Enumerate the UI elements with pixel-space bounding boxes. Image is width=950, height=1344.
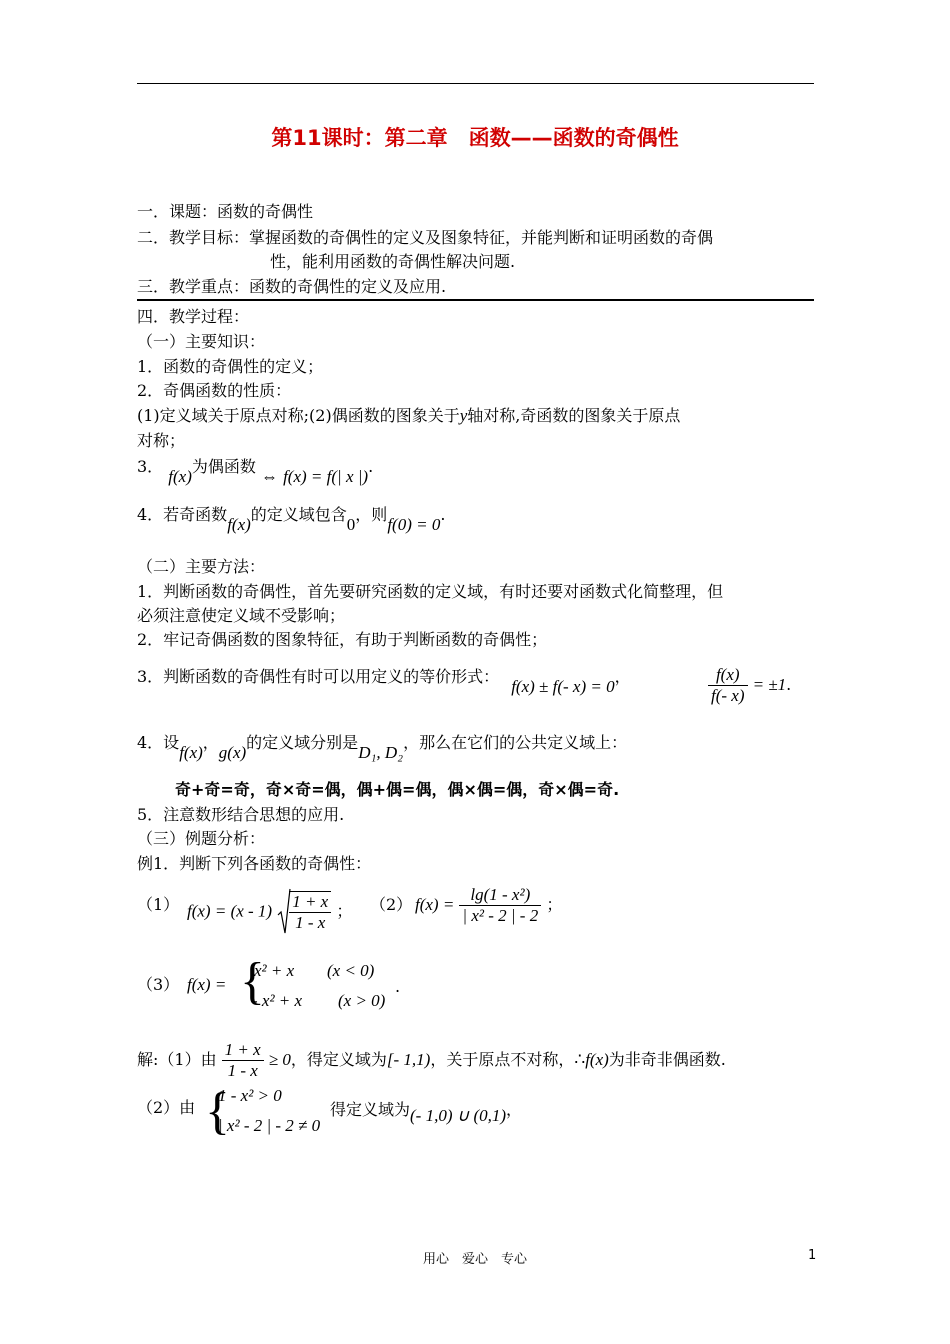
problem-1-fraction xyxy=(289,891,331,933)
footer-text: 用心 爱心 专心 xyxy=(422,1252,527,1267)
method-3 xyxy=(137,665,631,696)
method-1-line2: 必须注意使定义域不受影响； xyxy=(137,606,346,625)
item-number: 3． xyxy=(137,457,164,476)
section-process: 四．教学过程： xyxy=(137,307,250,326)
formula-even-def: f(x) = f(| x |) xyxy=(283,467,369,486)
solution-2-domain: (- 1,0) ∪ (0,1) xyxy=(410,1106,507,1125)
comma: ， xyxy=(202,733,219,752)
solution-2-text xyxy=(330,1098,523,1125)
comma: ， xyxy=(614,667,631,686)
formula-gx: g(x) xyxy=(218,743,247,762)
solution-2-text-b: 得定义域为 xyxy=(330,1100,411,1119)
solution-1-text-d: 为非奇非偶函数. xyxy=(608,1050,726,1069)
formula-fx: f(x) xyxy=(585,1050,609,1069)
solution-2-case1: 1 - x² > 0 xyxy=(218,1086,282,1105)
props-text-b: 轴对称,奇函数的图象关于原点 xyxy=(467,406,681,425)
problem-3-label: （3） xyxy=(137,975,180,994)
props-text-a: (1)定义域关于原点对称;(2)偶函数的图象关于 xyxy=(137,406,460,425)
solution-1-numerator: 1 + x xyxy=(222,1040,264,1061)
method-4-text-c: ，那么在它们的公共定义域上： xyxy=(403,733,628,752)
formula-fx: f(x) xyxy=(227,515,251,534)
solution-1-text-c: ，关于原点不对称， xyxy=(430,1050,575,1069)
problem-3-lhs: f(x) = xyxy=(187,975,227,994)
knowledge-heading: （一）主要知识： xyxy=(137,332,266,351)
problem-2-fraction xyxy=(459,885,541,926)
method-2: 2．牢记奇偶函数的图象特征，有助于判断函数的奇偶性； xyxy=(137,630,548,649)
problem-3-cond1: (x < 0) xyxy=(327,961,375,980)
knowledge-item-2-props-line2: 对称； xyxy=(137,431,186,450)
period: . xyxy=(395,977,401,996)
solution-1-denominator: 1 - x xyxy=(227,1061,258,1080)
formula-domains: D₁, D₂ xyxy=(358,743,404,762)
section-topic: 一．课题：函数的奇偶性 xyxy=(137,202,314,221)
problem-3-case1: x² + x xyxy=(254,961,295,980)
header-rule xyxy=(137,83,814,84)
section-goals-line1: 二．教学目标：掌握函数的奇偶性的定义及图象特征，并能判断和证明函数的奇偶 xyxy=(137,228,714,247)
solution-1-domain: [- 1,1) xyxy=(386,1050,431,1069)
solution-1-fraction xyxy=(222,1040,264,1081)
left-brace: { xyxy=(205,1083,230,1140)
problem-2-lhs: f(x) = xyxy=(415,895,455,914)
ratio-denominator: f(- x) xyxy=(711,686,745,705)
item-4-text-a: 4．若奇函数 xyxy=(137,505,228,524)
iff-symbol: ⇔ xyxy=(260,467,278,486)
section-divider xyxy=(137,299,814,301)
zero-value: 0 xyxy=(346,515,356,534)
semicolon: ； xyxy=(336,901,353,921)
page-title: 第11课时：第二章 函数——函数的奇偶性 xyxy=(271,126,679,150)
formula-ratio xyxy=(708,665,791,706)
problem-2-denominator: | x² - 2 | - 2 xyxy=(462,906,539,925)
ratio-rhs: = ±1 xyxy=(752,675,787,694)
method-1-line1: 1．判断函数的奇偶性，首先要研究函数的定义域，有时还要对函数式化简整理，但 xyxy=(137,582,724,601)
solution-1 xyxy=(137,1040,726,1081)
item-4-text-c: ，则 xyxy=(355,505,388,524)
item-4-text-b: 的定义域包含 xyxy=(250,505,347,524)
problem-2-numerator: lg(1 - x²) xyxy=(459,885,541,906)
semicolon: ； xyxy=(546,895,563,914)
method-4-text-b: 的定义域分别是 xyxy=(246,733,359,752)
method-4 xyxy=(137,731,628,762)
section-goals-line2: 性，能利用函数的奇偶性解决问题. xyxy=(270,252,516,271)
left-brace: { xyxy=(240,953,265,1010)
problem-1-lhs: f(x) = (x - 1) xyxy=(187,901,273,921)
period: . xyxy=(368,457,374,476)
solution-2-label: （2）由 xyxy=(137,1098,196,1117)
ratio-numerator: f(x) xyxy=(708,665,748,686)
formula-sum-zero: f(x) ± f(- x) = 0 xyxy=(511,677,615,696)
knowledge-item-2-props xyxy=(137,404,680,428)
therefore-symbol: ∴ xyxy=(574,1050,586,1069)
problem-3-cond2: (x > 0) xyxy=(338,991,386,1010)
problem-3-case2: - x² + x xyxy=(252,991,303,1010)
knowledge-item-1: 1．函数的奇偶性的定义； xyxy=(137,357,324,376)
y-axis-symbol: y xyxy=(459,406,468,425)
problem-1-numerator: 1 + x xyxy=(289,892,331,913)
method-4-text-a: 4．设 xyxy=(137,733,180,752)
formula-fx: f(x) xyxy=(168,467,192,486)
problem-2-label: （2） xyxy=(370,895,413,914)
solution-1-ge: ≥ 0 xyxy=(268,1050,291,1069)
even-function-text: 为偶函数 xyxy=(191,457,256,476)
problem-1-label: （1） xyxy=(137,895,180,914)
method-5: 5．注意数形结合思想的应用. xyxy=(137,805,345,824)
section-keypoints: 三．教学重点：函数的奇偶性的定义及应用. xyxy=(137,277,447,296)
formula-odd-zero: f(0) = 0 xyxy=(387,515,441,534)
parity-rule: 奇+奇=奇，奇×奇=偶，偶+偶=偶，偶×偶=偶，奇×偶=奇. xyxy=(175,780,620,799)
knowledge-item-4 xyxy=(137,503,446,534)
methods-heading: （二）主要方法： xyxy=(137,557,266,576)
method-3-text: 3．判断函数的奇偶性有时可以用定义的等价形式： xyxy=(137,667,500,686)
ratio-fraction xyxy=(708,665,748,706)
knowledge-item-3 xyxy=(137,455,374,486)
solution-1-text-a: 解:（1）由 xyxy=(137,1050,217,1069)
formula-fx: f(x) xyxy=(179,743,203,762)
comma: ， xyxy=(506,1100,523,1119)
solution-1-text-b: ，得定义域为 xyxy=(290,1050,387,1069)
period: . xyxy=(786,675,792,694)
problem-2-formula xyxy=(415,885,562,926)
knowledge-item-2: 2．奇偶函数的性质： xyxy=(137,381,292,400)
examples-heading: （三）例题分析： xyxy=(137,829,266,848)
problem-1-formula xyxy=(187,887,352,937)
example-1-title: 例1．判断下列各函数的奇偶性： xyxy=(137,854,372,873)
solution-2-case2: | x² - 2 | - 2 ≠ 0 xyxy=(218,1116,321,1135)
period: . xyxy=(440,505,446,524)
problem-1-denominator: 1 - x xyxy=(295,913,326,932)
page-number: 1 xyxy=(808,1248,817,1263)
